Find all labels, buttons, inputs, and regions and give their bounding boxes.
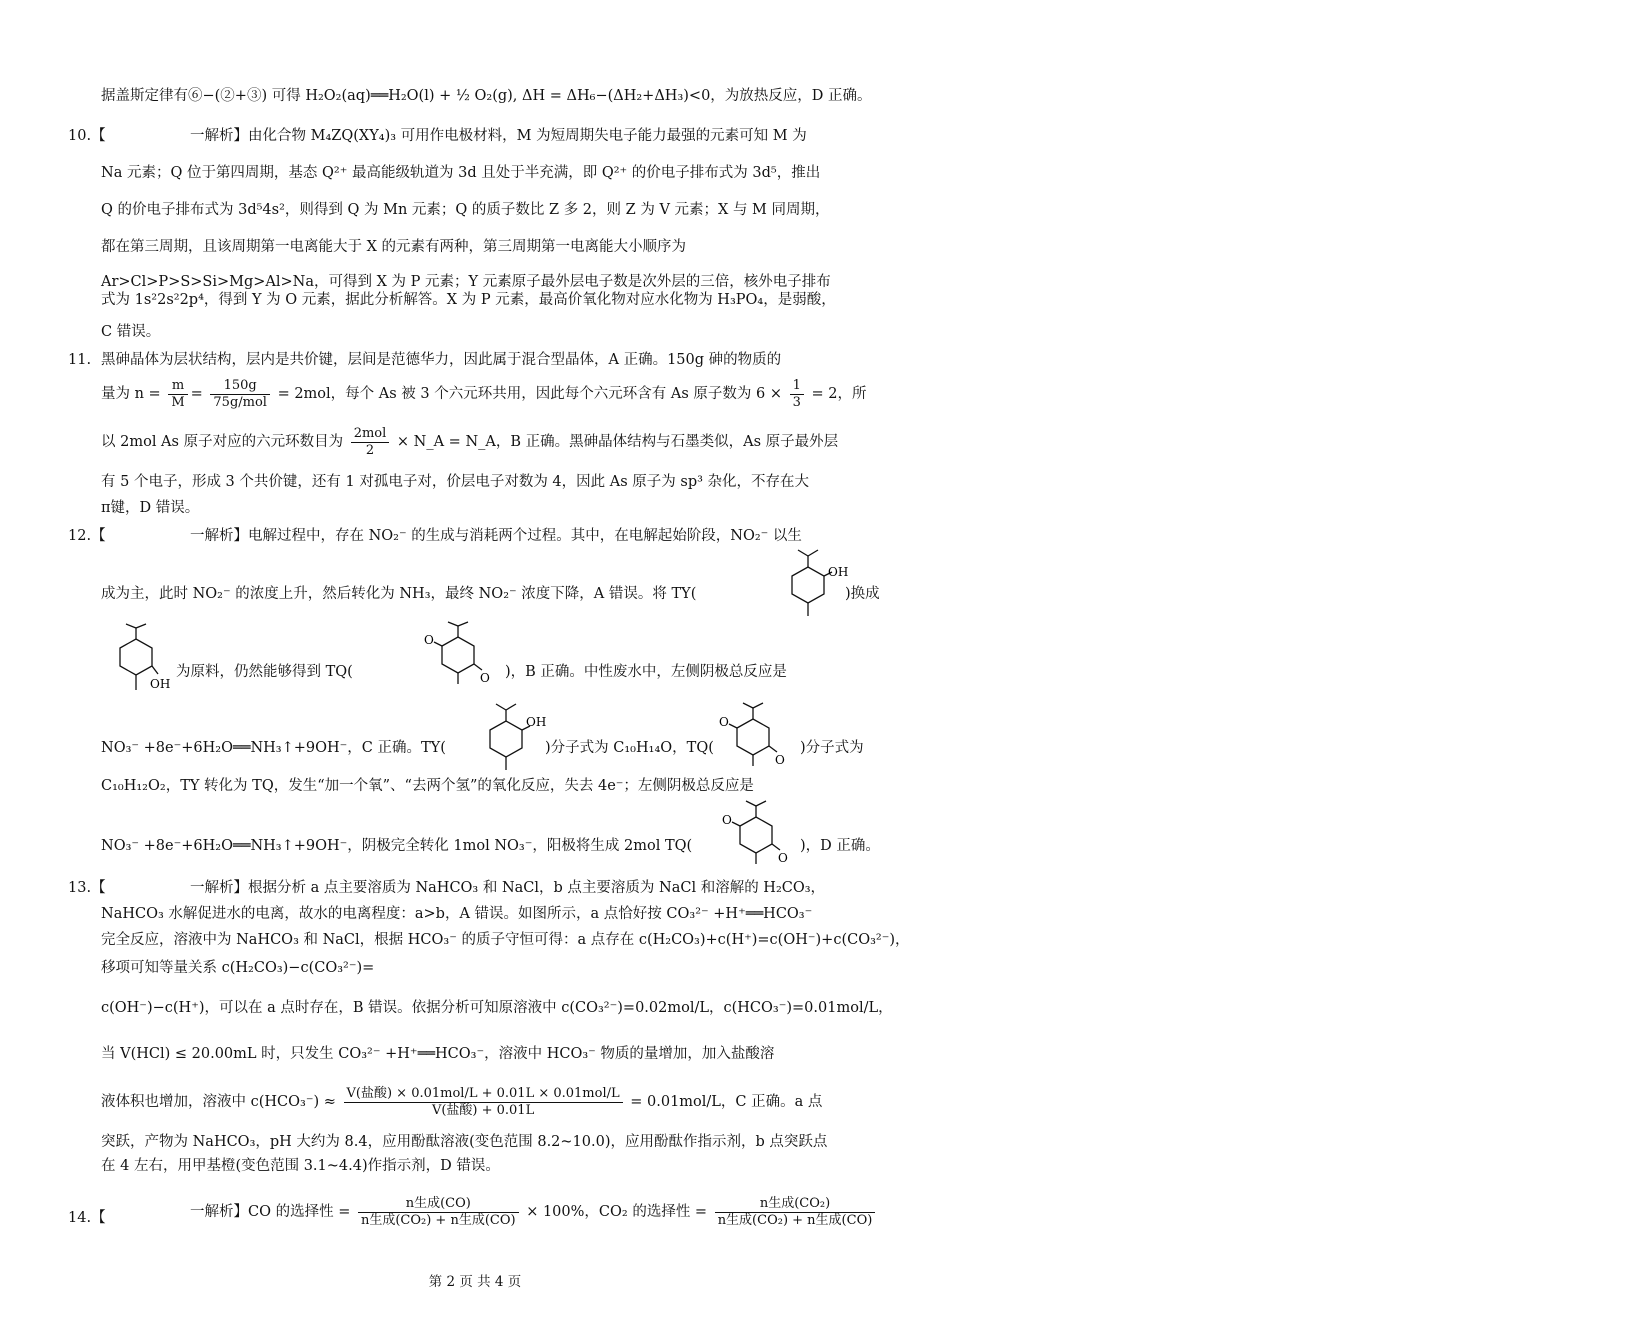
tq-structure-icon [718,798,798,878]
ty-structure-icon [762,546,849,626]
fraction: $\frac{\text{V(盐酸) × 0.01mol/L + 0.01L × 0.01mol/L}}{\text{V(盐酸) + 0.01L}}$ [344,1086,623,1119]
formula-line: 液体积也增加，溶液中 c(HCO₃⁻) ≈ $\frac{\text{V(盐酸) × 0.01mol/L + 0.01L × 0.01mol/L}}{\text{V(盐酸) + 0.01L}}$ = 0.01mol/L，C 正确。a 点 [101,1085,823,1118]
page-footer: 第 2 页 共 4 页 [428,1274,522,1290]
question-number-12: 12.【 [68,528,106,544]
question-number-13: 13.【 [68,880,106,896]
text-line: Q 的价电子排布式为 3d⁵4s²，则得到 Q 为 Mn 元素；Q 的质子数比 Z 多 2，则 Z 为 V 元素；X 与 M 同周期， [101,202,830,218]
text-line: 式为 1s²2s²2p⁴，得到 Y 为 O 元素，据此分析解答。X 为 P 元素，最高价氧化物对应水化物为 H₃PO₄，是弱酸， [101,292,836,308]
text-line: 突跃，产物为 NaHCO₃，pH 大约为 8.4，应用酚酞溶液(变色范围 8.2~10.0)，应用酚酞作指示剂，b 点突跃点 [101,1134,828,1150]
text-line: NO₃⁻ +8e⁻+6H₂O══NH₃↑+9OH⁻，阴极完全转化 1mol NO₃⁻，阳极将生成 2mol TQ( [101,838,693,854]
fraction: $\frac{150g}{\text{75g/mol}}$ [210,378,270,411]
text-line: 完全反应，溶液中为 NaHCO₃ 和 NaCl，根据 HCO₃⁻ 的质子守恒可得：a 点存在 c(H₂CO₃)+c(H⁺)=c(OH⁻)+c(CO₃²⁻)， [101,932,910,948]
text-line: )，B 正确。中性废水中，左侧阴极总反应是 [505,664,787,680]
tq-structure-icon [715,700,795,780]
fraction: $\frac{\text{2mol}}{2}$ [351,426,390,459]
text-line: 一解析】由化合物 M₄ZQ(XY₄)₃ 可用作电极材料，M 为短周期失电子能力最强的元素可知 M 为 [190,128,807,144]
text-line: 都在第三周期，且该周期第一电离能大于 X 的元素有两种，第三周期第一电离能大小顺序为 [101,239,687,255]
text-line: 一解析】电解过程中，存在 NO₂⁻ 的生成与消耗两个过程。其中，在电解起始阶段，NO₂⁻ 以生 [190,528,802,544]
text-line: 当 V(HCl) ≤ 20.00mL 时，只发生 CO₃²⁻ +H⁺══HCO₃⁻，溶液中 HCO₃⁻ 物质的量增加，加入盐酸溶 [101,1046,775,1062]
oh-label: OH [526,715,547,729]
question-number-14: 14.【 [68,1210,106,1226]
text-line: NaHCO₃ 水解促进水的电离，故水的电离程度：a>b，A 错误。如图所示，a 点恰好按 CO₃²⁻ +H⁺══HCO₃⁻ [101,906,813,922]
text-line: 为原料，仍然能够得到 TQ( [176,664,353,680]
oh-label: OH [828,565,849,579]
text-line: )，D 正确。 [800,838,880,854]
text-line: 黑砷晶体为层状结构，层内是共价键，层间是范德华力，因此属于混合型晶体，A 正确。150g 砷的物质的 [101,352,782,368]
oh-label: OH [150,677,171,691]
fraction: $\frac{1}{3}$ [790,378,804,411]
text-line: Ar>Cl>P>S>Si>Mg>Al>Na，可得到 X 为 P 元素；Y 元素原子最外层电子数是次外层的三倍，核外电子排布 [101,274,831,290]
text-line: NO₃⁻ +8e⁻+6H₂O══NH₃↑+9OH⁻，C 正确。TY( [101,740,446,756]
text-line: 一解析】根据分析 a 点主要溶质为 NaHCO₃ 和 NaCl，b 点主要溶质为 NaCl 和溶解的 H₂CO₃， [190,880,826,896]
o-label: O [778,851,788,865]
text-line: 成为主，此时 NO₂⁻ 的浓度上升，然后转化为 NH₃，最终 NO₂⁻ 浓度下降，A 错误。将 TY( [101,586,697,602]
question-number-10: 10.【 [68,128,106,144]
fraction: $\frac{\text{n生成(CO₂)}}{\text{n生成(CO₂) + n生成(CO)}}$ [715,1196,876,1229]
text-line: 在 4 左右，用甲基橙(变色范围 3.1~4.4)作指示剂，D 错误。 [101,1158,500,1174]
text-line: Na 元素；Q 位于第四周期，基态 Q²⁺ 最高能级轨道为 3d 且处于半充满，即 Q²⁺ 的价电子排布式为 3d⁵，推出 [101,165,821,181]
o-label: O [719,715,729,729]
text-line: 有 5 个电子，形成 3 个共价键，还有 1 对孤电子对，价层电子对数为 4，因此 As 原子为 sp³ 杂化，不存在大 [101,474,810,490]
text-line: )换成 [845,586,880,602]
formula-line: 以 2mol As 原子对应的六元环数目为 $\frac{\text{2mol}}{2}$ × N_A = N_A，B 正确。黑砷晶体结构与石墨类似，As 原子最外层 [101,425,839,458]
question-number-11: 11. [68,352,92,368]
formula-line: 量为 n = $\frac{m}{M}$ = $\frac{150g}{\text{75g/mol}}$ = 2mol，每个 As 被 3 个六元环共用，因此每个六元环含有 As 原子数为 6 × $\frac{1}{3}$ = 2，所 [101,377,867,410]
o-label: O [480,671,490,685]
text-line: 移项可知等量关系 c(H₂CO₃)−c(CO₃²⁻)= [101,960,375,976]
text-line: c(OH⁻)−c(H⁺)，可以在 a 点时存在，B 错误。依据分析可知原溶液中 c(CO₃²⁻)=0.02mol/L，c(HCO₃⁻)=0.01mol/L， [101,1000,893,1016]
text-line: 据盖斯定律有⑥−(②+③) 可得 H₂O₂(aq)══H₂O(l) + ½ O₂(g), ΔH = ΔH₆−(ΔH₂+ΔH₃)<0，为放热反应，D 正确。 [101,88,872,104]
text-line: C₁₀H₁₂O₂，TY 转化为 TQ，发生“加一个氧”、“去两个氢”的氧化反应，失去 4e⁻；左侧阴极总反应是 [101,778,754,794]
text-line: )分子式为 [800,740,864,756]
isomer-structure-icon [100,624,180,704]
text-line: C 错误。 [101,324,161,340]
o-label: O [722,813,732,827]
text-line: )分子式为 C₁₀H₁₄O，TQ( [545,740,714,756]
fraction: $\frac{m}{M}$ [168,378,187,411]
o-label: O [424,633,434,647]
o-label: O [775,753,785,767]
text-line: π键，D 错误。 [101,500,200,516]
tq-structure-icon [420,620,500,700]
formula-line: 一解析】CO 的选择性 = $\frac{\text{n生成(CO)}}{\text{n生成(CO₂) + n生成(CO)}}$ × 100%，CO₂ 的选择性 = $\frac{\text{n生成(CO₂)}}{\text{n生成(CO₂) + n生成(CO)}}$ [190,1192,890,1232]
fraction: $\frac{\text{n生成(CO)}}{\text{n生成(CO₂) + n生成(CO)}}$ [358,1196,519,1229]
ty-structure-icon [470,700,550,780]
